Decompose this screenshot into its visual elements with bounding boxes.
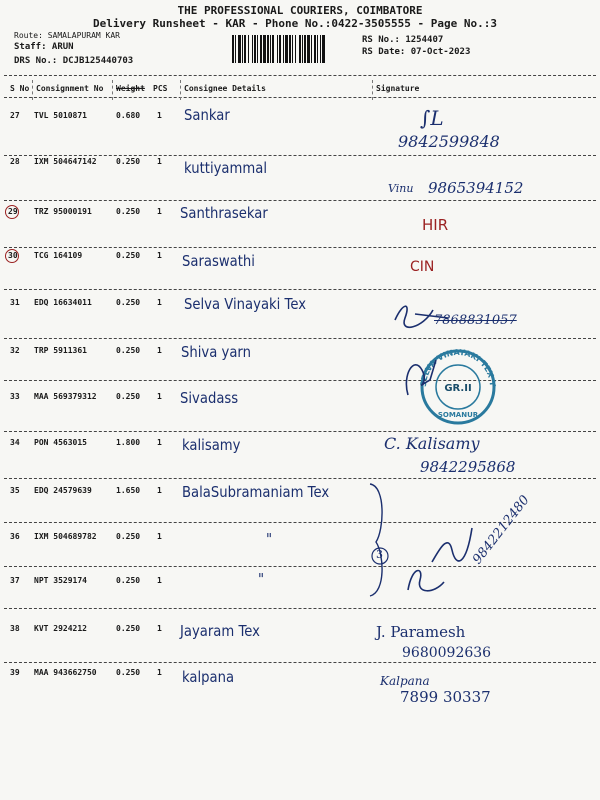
row-consignment: TCG 164109 bbox=[34, 251, 83, 260]
barcode-bar bbox=[317, 35, 318, 63]
signature-phone: 9865394152 bbox=[428, 179, 524, 197]
barcode-bar bbox=[285, 35, 288, 63]
consignee-name: Shiva yarn bbox=[181, 343, 251, 361]
barcode-bar bbox=[289, 35, 291, 63]
row-sno: 32 bbox=[10, 346, 20, 355]
barcode-bar bbox=[272, 35, 274, 63]
consignee-name: Sankar bbox=[184, 106, 230, 124]
barcode-bar bbox=[238, 35, 241, 63]
barcode-bar bbox=[263, 35, 266, 63]
signature-scribble bbox=[400, 350, 440, 400]
row-weight: 0.250 bbox=[116, 207, 141, 216]
row-divider bbox=[4, 289, 596, 290]
rs-number: RS No.: 1254407 bbox=[362, 35, 444, 45]
signature-phone: 9842295868 bbox=[420, 458, 516, 476]
barcode-bar bbox=[307, 35, 310, 63]
drs-number: DRS No.: DCJB125440703 bbox=[14, 56, 134, 66]
row-sno: 31 bbox=[10, 298, 20, 307]
consignee-name: kalisamy bbox=[182, 436, 241, 454]
barcode bbox=[232, 35, 354, 63]
col-header-consignee: Consignee Details bbox=[184, 84, 266, 93]
barcode-bar bbox=[267, 35, 269, 63]
consignee-name: kuttiyammal bbox=[184, 159, 268, 177]
consignee-name: Saraswathi bbox=[182, 252, 255, 270]
row-weight: 0.250 bbox=[116, 624, 141, 633]
row-pcs: 1 bbox=[157, 346, 162, 355]
row-weight: 0.250 bbox=[116, 668, 141, 677]
row-pcs: 1 bbox=[157, 111, 162, 120]
barcode-bar bbox=[320, 35, 321, 63]
row-divider bbox=[4, 662, 596, 663]
row-weight: 1.800 bbox=[116, 438, 141, 447]
barcode-bar bbox=[277, 35, 278, 63]
stamp-inner: GR.II bbox=[444, 383, 472, 394]
barcode-bar bbox=[292, 35, 293, 63]
barcode-bar bbox=[295, 35, 296, 63]
barcode-bar bbox=[252, 35, 253, 63]
consignee-name: Jayaram Tex bbox=[180, 622, 260, 640]
row-weight: 0.250 bbox=[116, 157, 141, 166]
consignee-name: kalpana bbox=[182, 668, 235, 686]
barcode-bar bbox=[260, 35, 262, 63]
row-pcs: 1 bbox=[157, 486, 162, 495]
row-pcs: 1 bbox=[157, 251, 162, 260]
signature-phone: 9842599848 bbox=[398, 132, 500, 151]
row-pcs: 1 bbox=[157, 392, 162, 401]
row-consignment: PON 4563015 bbox=[34, 438, 87, 447]
barcode-bar bbox=[244, 35, 246, 63]
row-sno: 27 bbox=[10, 111, 20, 120]
row-consignment: TRP 5911361 bbox=[34, 346, 87, 355]
barcode-bar bbox=[322, 35, 325, 63]
row-divider bbox=[4, 380, 596, 381]
barcode-bar bbox=[311, 35, 312, 63]
row-consignment: EDQ 16634011 bbox=[34, 298, 92, 307]
stamp-text: SELVA VINAYAKI TEX YARN bbox=[409, 338, 498, 388]
row-divider bbox=[4, 478, 596, 479]
column-divider bbox=[372, 80, 373, 100]
row-weight: 0.250 bbox=[116, 392, 141, 401]
row-consignment: MAA 943662750 bbox=[34, 668, 97, 677]
row-consignment: IXM 504647142 bbox=[34, 157, 97, 166]
row-pcs: 1 bbox=[157, 157, 162, 166]
row-weight: 0.250 bbox=[116, 346, 141, 355]
row-sno: 39 bbox=[10, 668, 20, 677]
barcode-bar bbox=[232, 35, 234, 63]
row-pcs: 1 bbox=[157, 207, 162, 216]
signature-phone: 9680092636 bbox=[402, 645, 492, 661]
barcode-graphic bbox=[232, 35, 354, 63]
document-title: THE PROFESSIONAL COURIERS, COIMBATORE bbox=[177, 4, 423, 17]
divider bbox=[4, 97, 596, 98]
signature-mark: ∫𝐿 bbox=[420, 106, 444, 130]
row-sno: 36 bbox=[10, 532, 20, 541]
row-consignment: TRZ 95000191 bbox=[34, 207, 92, 216]
barcode-bar bbox=[242, 35, 243, 63]
row-weight: 0.680 bbox=[116, 111, 141, 120]
route-label: Route: SAMALAPURAM KAR bbox=[14, 31, 120, 40]
row-divider bbox=[4, 200, 596, 201]
group-bracket bbox=[366, 480, 392, 600]
col-header-pcs: PCS bbox=[153, 84, 168, 93]
column-divider bbox=[32, 80, 33, 100]
consignee-ditto: " bbox=[266, 530, 273, 548]
divider bbox=[4, 75, 596, 76]
row-pcs: 1 bbox=[157, 624, 162, 633]
row-weight: 0.250 bbox=[116, 532, 141, 541]
column-divider bbox=[180, 80, 181, 100]
column-divider bbox=[112, 80, 113, 100]
status-note: HIR bbox=[422, 216, 449, 234]
row-sno: 28 bbox=[10, 157, 20, 166]
row-consignment: EDQ 24579639 bbox=[34, 486, 92, 495]
consignee-name: Selva Vinayaki Tex bbox=[184, 295, 307, 313]
signature-name: Kalpana bbox=[380, 674, 430, 688]
row-divider bbox=[4, 338, 596, 339]
consignee-ditto: " bbox=[258, 570, 265, 588]
row-pcs: 1 bbox=[157, 298, 162, 307]
row-sno: 38 bbox=[10, 624, 20, 633]
row-pcs: 1 bbox=[157, 576, 162, 585]
row-divider bbox=[4, 155, 596, 156]
row-sno: 34 bbox=[10, 438, 20, 447]
row-weight: 0.250 bbox=[116, 298, 141, 307]
barcode-bar bbox=[254, 35, 256, 63]
row-pcs: 1 bbox=[157, 668, 162, 677]
bracket-label: 3 bbox=[376, 548, 383, 561]
row-sno: 30 bbox=[8, 251, 18, 260]
row-consignment: MAA 569379312 bbox=[34, 392, 97, 401]
barcode-bar bbox=[314, 35, 316, 63]
signature-name: J. Paramesh bbox=[376, 623, 466, 641]
row-consignment: IXM 504689782 bbox=[34, 532, 97, 541]
barcode-bar bbox=[304, 35, 306, 63]
rs-date: RS Date: 07-Oct-2023 bbox=[362, 47, 471, 57]
row-consignment: NPT 3529174 bbox=[34, 576, 87, 585]
signature-scribble bbox=[404, 560, 448, 600]
col-header-sno: S No bbox=[10, 84, 30, 93]
row-weight: 1.650 bbox=[116, 486, 141, 495]
barcode-bar bbox=[302, 35, 303, 63]
row-divider bbox=[4, 566, 596, 567]
signature-phone: 9842212480 bbox=[470, 492, 533, 568]
col-header-weight: Weight bbox=[116, 84, 145, 93]
status-note: CIN bbox=[410, 259, 435, 275]
stamp-town: SOMANUR bbox=[437, 411, 479, 419]
row-divider bbox=[4, 608, 596, 609]
barcode-bar bbox=[235, 35, 236, 63]
row-consignment: TVL 5010871 bbox=[34, 111, 87, 120]
row-sno: 29 bbox=[8, 207, 18, 216]
col-header-signature: Signature bbox=[376, 84, 420, 93]
barcode-bar bbox=[270, 35, 271, 63]
col-header-consignment: Consignment No bbox=[36, 84, 104, 93]
staff-label: Staff: ARUN bbox=[14, 42, 74, 52]
document-subtitle: Delivery Runsheet - KAR - Phone No.:0422-3505555 - Page No.:3 bbox=[93, 17, 497, 30]
row-pcs: 1 bbox=[157, 532, 162, 541]
row-divider bbox=[4, 431, 596, 432]
signature-mark: Vinu bbox=[388, 182, 414, 195]
barcode-bar bbox=[283, 35, 284, 63]
row-pcs: 1 bbox=[157, 438, 162, 447]
signature-name: C. Kalisamy bbox=[384, 434, 480, 453]
signature-phone: 7868831057 bbox=[434, 313, 517, 328]
barcode-bar bbox=[279, 35, 281, 63]
barcode-bar bbox=[257, 35, 258, 63]
row-divider bbox=[4, 247, 596, 248]
row-sno: 33 bbox=[10, 392, 20, 401]
consignee-name: Sivadass bbox=[180, 389, 239, 407]
barcode-bar bbox=[248, 35, 249, 63]
row-consignment: KVT 2924212 bbox=[34, 624, 87, 633]
barcode-bar bbox=[299, 35, 301, 63]
row-sno: 35 bbox=[10, 486, 20, 495]
consignee-name: BalaSubramaniam Tex bbox=[182, 483, 330, 501]
row-weight: 0.250 bbox=[116, 576, 141, 585]
row-weight: 0.250 bbox=[116, 251, 141, 260]
row-sno: 37 bbox=[10, 576, 20, 585]
signature-phone: 7899 30337 bbox=[400, 688, 491, 706]
consignee-name: Santhrasekar bbox=[180, 204, 268, 222]
